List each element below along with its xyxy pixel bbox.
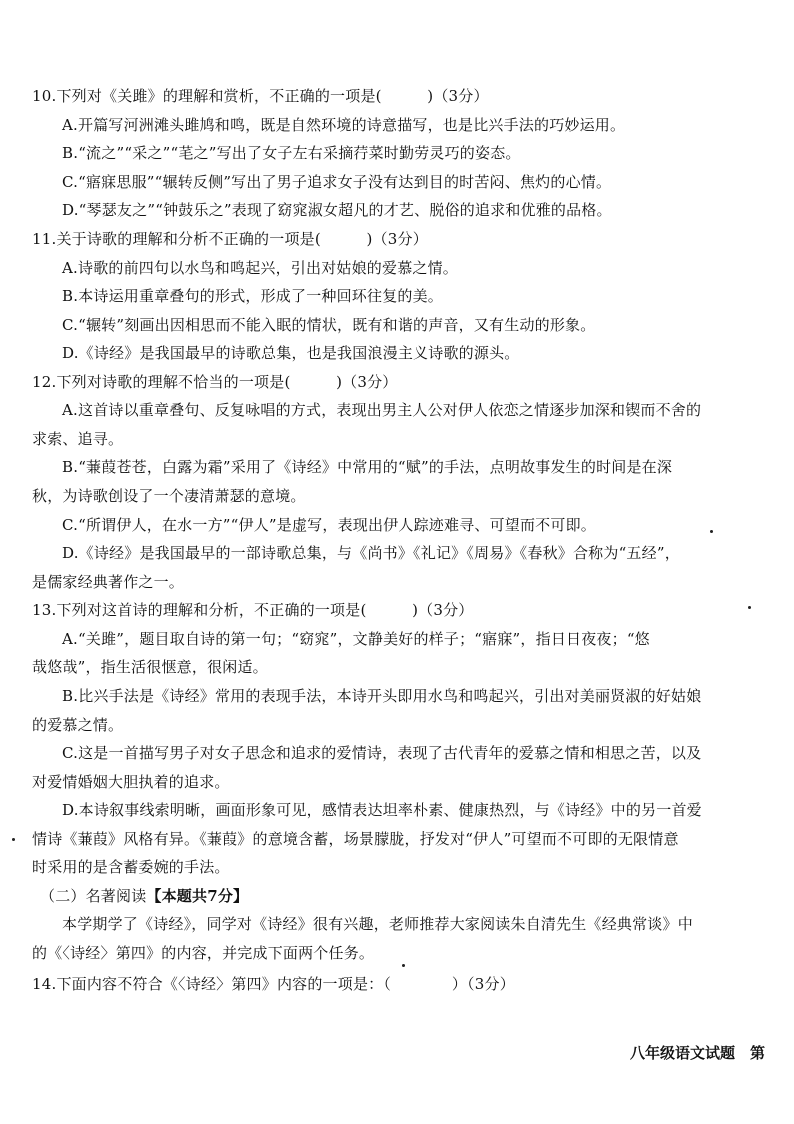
question-13-option-c-line2: 对爱情婚姻大胆执着的追求。 <box>32 773 230 791</box>
section-2-heading <box>40 886 248 906</box>
scan-speck <box>12 838 15 841</box>
question-13-option-a-line2: 哉悠哉”，指生活很惬意，很闲适。 <box>32 658 268 676</box>
question-10-option-c: C.“寤寐思服”“辗转反侧”写出了男子追求女子没有达到目的时苦闷、焦灼的心情。 <box>62 173 612 191</box>
question-13-stem: 13.下列对这首诗的理解和分析，不正确的一项是( )（3分） <box>32 601 474 619</box>
question-11-option-a: A.诗歌的前四句以水鸟和鸣起兴，引出对姑娘的爱慕之情。 <box>62 259 459 277</box>
question-13-option-d-line1: D.本诗叙事线索明晰，画面形象可见，感情表达坦率朴素、健康热烈，与《诗经》中的另一首爱 <box>62 801 702 819</box>
scan-speck <box>710 530 713 533</box>
question-10-option-a: A.开篇写河洲滩头雎鸠和鸣，既是自然环境的诗意描写，也是比兴手法的巧妙运用。 <box>62 116 626 134</box>
question-13-option-a-line1: A.“关雎”，题目取自诗的第一句；“窈窕”，文静美好的样子；“寤寐”，指日日夜夜；“悠 <box>62 630 650 648</box>
question-12-option-b-line1: B.“蒹葭苍苍，白露为霜”采用了《诗经》中常用的“赋”的手法，点明故事发生的时间是在深 <box>62 458 673 476</box>
scan-speck <box>402 964 405 967</box>
question-13-option-c-line1: C.这是一首描写男子对女子思念和追求的爱情诗，表现了古代青年的爱慕之情和相思之苦，以及 <box>62 744 702 762</box>
question-12-option-d-line2: 是儒家经典著作之一。 <box>32 573 185 591</box>
question-11-option-b: B.本诗运用重章叠句的形式，形成了一种回环往复的美。 <box>62 287 443 305</box>
page-footer: 八年级语文试题 第 <box>630 1044 766 1062</box>
question-12-option-d-line1: D.《诗经》是我国最早的一部诗歌总集，与《尚书》《礼记》《周易》《春秋》合称为“五经”， <box>62 544 680 562</box>
section-2-title: （二）名著阅读 <box>40 887 147 905</box>
question-12-stem: 12.下列对诗歌的理解不恰当的一项是( )（3分） <box>32 373 398 391</box>
question-11-option-d: D.《诗经》是我国最早的诗歌总集，也是我国浪漫主义诗歌的源头。 <box>62 344 520 362</box>
section-2-intro-line1: 本学期学了《诗经》，同学对《诗经》很有兴趣，老师推荐大家阅读朱自清先生《经典常谈》中 <box>62 915 693 933</box>
question-13-option-d-line2: 情诗《蒹葭》风格有异。《蒹葭》的意境含蓄，场景朦胧，抒发对“伊人”可望而不可即的无限情意 <box>32 830 679 848</box>
scan-speck <box>748 606 751 609</box>
question-12-option-a-line1: A.这首诗以重章叠句、反复咏唱的方式，表现出男主人公对伊人依恋之情逐步加深和锲而不舍的 <box>62 401 702 419</box>
section-2-score: 【本题共7分】 <box>146 887 249 905</box>
question-13-option-d-line3: 时采用的是含蓄委婉的手法。 <box>32 858 230 876</box>
section-2-intro-line2: 的《〈诗经〉第四》的内容，并完成下面两个任务。 <box>32 944 375 962</box>
question-12-option-c: C.“所谓伊人，在水一方”“伊人”是虚写，表现出伊人踪迹难寻、可望而不可即。 <box>62 516 596 534</box>
question-12-option-a-line2: 求索、追寻。 <box>32 430 124 448</box>
question-12-option-b-line2: 秋，为诗歌创设了一个凄清萧瑟的意境。 <box>32 487 306 505</box>
question-13-option-b-line2: 的爱慕之情。 <box>32 716 124 734</box>
question-10-option-b: B.“流之”“采之”“芼之”写出了女子左右采摘荇菜时勤劳灵巧的姿态。 <box>62 144 521 162</box>
question-10-option-d: D.“琴瑟友之”“钟鼓乐之”表现了窈窕淑女超凡的才艺、脱俗的追求和优雅的品格。 <box>62 201 612 219</box>
question-13-option-b-line1: B.比兴手法是《诗经》常用的表现手法，本诗开头即用水鸟和鸣起兴，引出对美丽贤淑的好姑娘 <box>62 687 702 705</box>
question-10-stem: 10.下列对《关雎》的理解和赏析，不正确的一项是( )（3分） <box>32 87 489 105</box>
question-11-option-c: C.“辗转”刻画出因相思而不能入眠的情状，既有和谐的声音，又有生动的形象。 <box>62 316 596 334</box>
question-14-stem: 14.下面内容不符合《〈诗经〉第四》内容的一项是：（ ）（3分） <box>32 975 515 993</box>
question-11-stem: 11.关于诗歌的理解和分析不正确的一项是( )（3分） <box>32 230 428 248</box>
